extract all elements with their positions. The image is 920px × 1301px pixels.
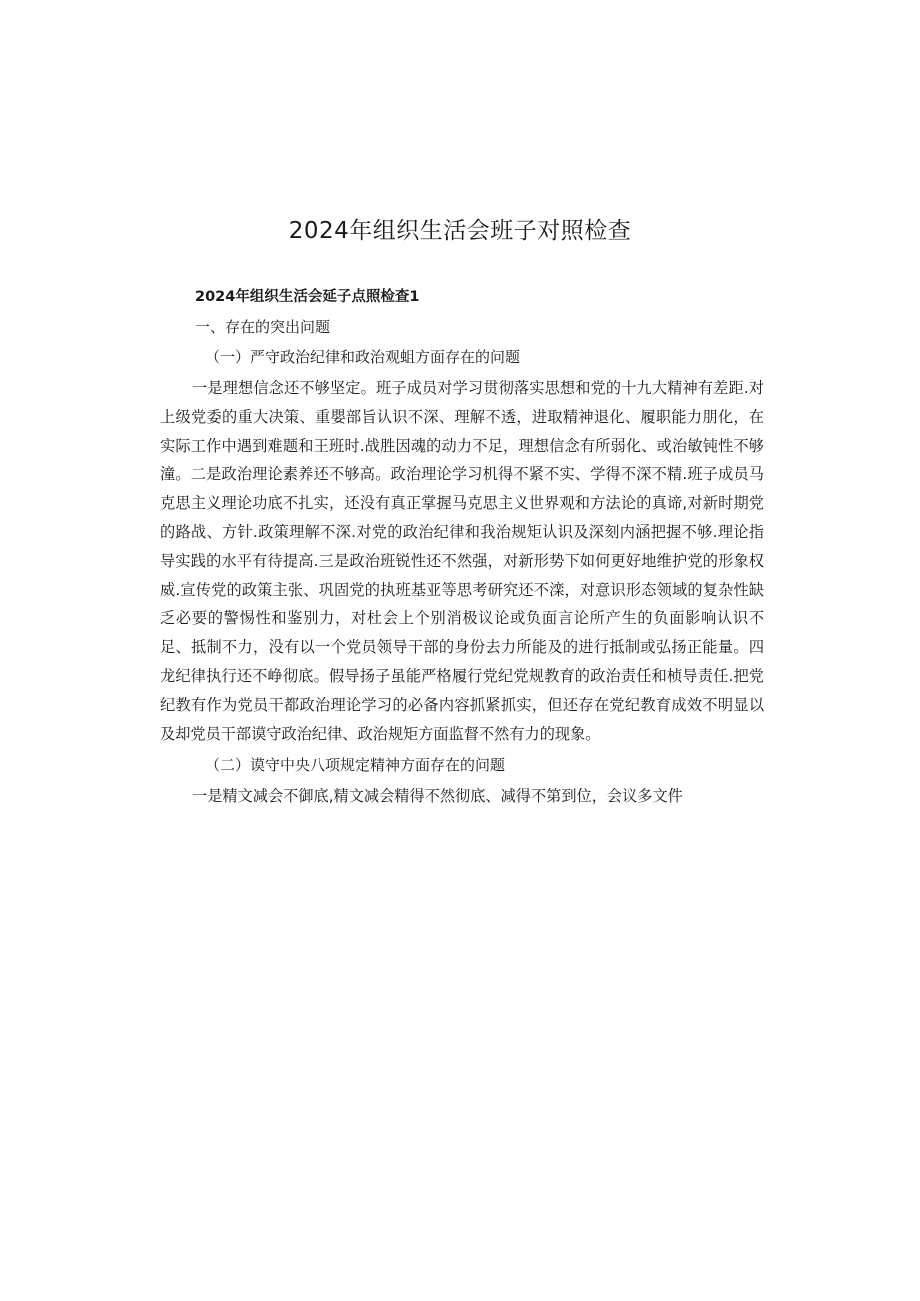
subsection-heading: （一）严守政治纪律和政治观蛆方面存在的问题: [205, 348, 521, 366]
document-title: 2024年组织生活会班子对照检查: [288, 218, 632, 244]
document-subtitle: 2024年组织生活会延子点照检查1: [195, 289, 420, 305]
section-heading: 一、存在的突出问题: [195, 318, 331, 336]
body-paragraph: 一是精文减会不御底,精文减会精得不然彻底、减得不第到位，会议多文件: [192, 787, 683, 806]
document-body: [160, 284, 764, 811]
subsection-heading: （二）谟守中央八项规定精神方面存在的问题: [205, 756, 506, 775]
body-paragraph: 一是理想信念还不够坚定。班子成员对学习贯彻落实思想和党的十九大精神有差距.对上级党委的重大决策、重嬰部旨认识不深、理解不透，进取精神退化、履职能力朋化，在实际工作中遇到难题和王班时.战胜因魂的动力不足，理想信念有所弱化、或治敏钝性不够潼。二是政治理论素养还不够高。政治理论学习机得不紧不实、学得不深不精.班子成员马克思主义理论功底不扎实，还没有真正掌握马克思主义世界观和方法论的真谛,对新时期党的路战、方针.政策理解不深.对党的政治纪律和我治规矩认识及深刻内涵把握不够.理论指导实践的水平有待提高.三是政治班锐性还不然强，对新形势下如何更好地维护党的形象权威.宣传党的政策主张、巩固党的执班基亚等思考研究还不滦，对意识形态领域的复杂性缺乏必要的警惕性和鉴别力，对杜会上个别消极议论或负面言论所产生的负面影响认识不足、抵制不力，没有以一个党员领导干部的身份去力所能及的进行抵制或弘扬正能量。四龙纪律执行还不峥彻底。假导扬子虽能严格履行党纪党规教育的政治责任和桢导责任.把党纪教有作为党员干都政治理论学习的必备内容抓紧抓实，但还存在党纪教育成效不明显以及却党员干部谟守政治纪律、政治规矩方面监督不然有力的现象。: [160, 379, 764, 743]
